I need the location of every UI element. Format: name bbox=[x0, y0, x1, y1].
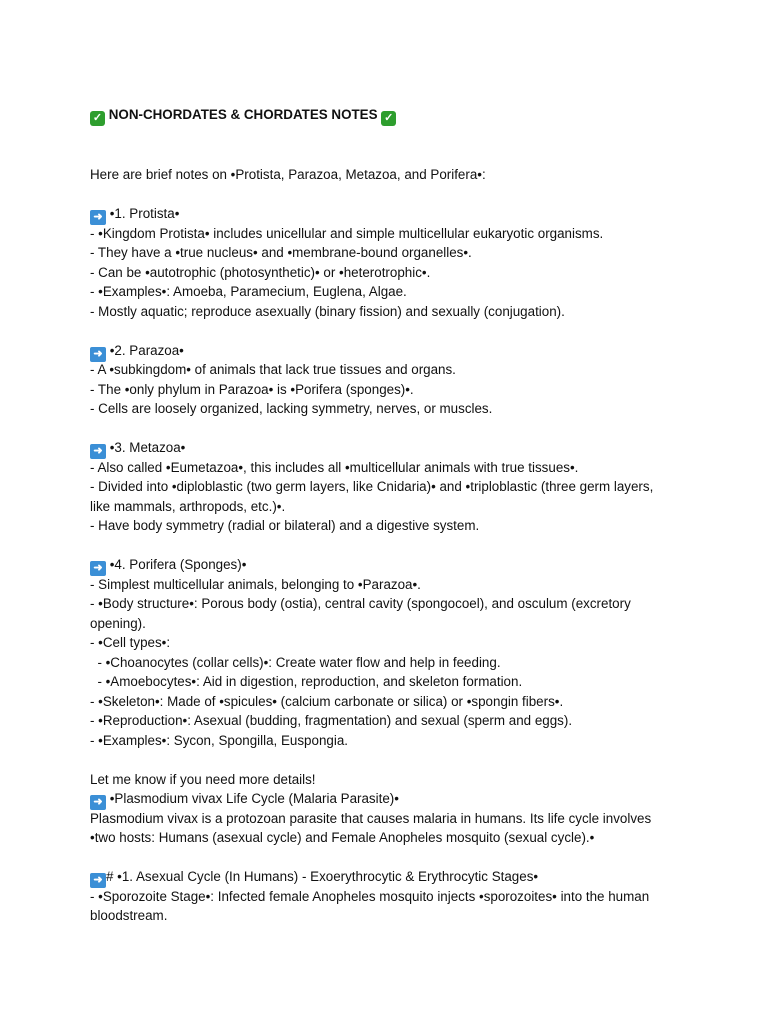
list-item: - Divided into •diploblastic (two germ layers, like Cnidaria)• and •triploblastic (three germ layers, bbox=[90, 479, 654, 494]
notes-content bbox=[90, 105, 680, 926]
list-item: bloodstream. bbox=[90, 908, 168, 923]
right-arrow-icon: ➜ bbox=[90, 795, 106, 810]
section-heading-porifera: ➜ •4. Porifera (Sponges)• bbox=[90, 555, 680, 575]
intro-text: Here are brief notes on •Protista, Parazoa, Metazoa, and Porifera•: bbox=[90, 167, 486, 182]
list-item: - •Choanocytes (collar cells)•: Create water flow and help in feeding. bbox=[90, 654, 501, 670]
list-item: - •Sporozoite Stage•: Infected female Anopheles mosquito injects •sporozoites• into the human bbox=[90, 888, 650, 904]
list-item: - •Examples•: Amoeba, Paramecium, Euglena, Algae. bbox=[90, 284, 407, 299]
closing-text: Let me know if you need more details! bbox=[90, 771, 316, 787]
list-item: - The •only phylum in Parazoa• is •Porifera (sponges)•. bbox=[90, 381, 414, 397]
list-item: - Mostly aquatic; reproduce asexually (binary fission) and sexually (conjugation). bbox=[90, 303, 565, 319]
section-heading-asexual-cycle: ➜ # •1. Asexual Cycle (In Humans) - Exoerythrocytic & Erythrocytic Stages• bbox=[90, 867, 680, 887]
list-item: - Have body symmetry (radial or bilateral) and a digestive system. bbox=[90, 518, 480, 533]
list-item: - •Amoebocytes•: Aid in digestion, reproduction, and skeleton formation. bbox=[90, 674, 523, 689]
list-item: - Also called •Eumetazoa•, this includes all •multicellular animals with true tissues•. bbox=[90, 459, 579, 475]
list-item: opening). bbox=[90, 615, 146, 631]
list-item: - •Reproduction•: Asexual (budding, fragmentation) and sexual (sperm and eggs). bbox=[90, 713, 573, 728]
right-arrow-icon: ➜ bbox=[90, 561, 106, 576]
list-item: - •Examples•: Sycon, Spongilla, Euspongia. bbox=[90, 732, 348, 748]
list-item: - •Skeleton•: Made of •spicules• (calcium carbonate or silica) or •spongin fibers•. bbox=[90, 693, 564, 709]
paragraph-line: Plasmodium vivax is a protozoan parasite that causes malaria in humans. Its life cycle involves bbox=[90, 810, 652, 826]
list-item: - A •subkingdom• of animals that lack true tissues and organs. bbox=[90, 362, 456, 377]
section-heading-parazoa: ➜ •2. Parazoa• bbox=[90, 341, 680, 361]
list-item: - •Kingdom Protista• includes unicellular and simple multicellular eukaryotic organisms. bbox=[90, 225, 604, 241]
document-title bbox=[90, 105, 680, 125]
section-heading-protista: ➜ •1. Protista• bbox=[90, 204, 680, 224]
right-arrow-icon: ➜ bbox=[90, 347, 106, 362]
list-item: like mammals, arthropods, etc.)•. bbox=[90, 498, 286, 514]
list-item: - Can be •autotrophic (photosynthetic)• or •heterotrophic•. bbox=[90, 264, 431, 280]
right-arrow-icon: ➜ bbox=[90, 444, 106, 459]
list-item: - They have a •true nucleus• and •membrane-bound organelles•. bbox=[90, 245, 472, 260]
list-item: - •Cell types•: bbox=[90, 635, 171, 650]
list-item: - Simplest multicellular animals, belonging to •Parazoa•. bbox=[90, 576, 421, 592]
list-item: - Cells are loosely organized, lacking symmetry, nerves, or muscles. bbox=[90, 401, 493, 416]
right-arrow-icon: ➜ bbox=[90, 210, 106, 225]
list-item: - •Body structure•: Porous body (ostia), central cavity (spongocoel), and osculum (excretory bbox=[90, 596, 631, 611]
check-mark-icon: ✓ bbox=[90, 111, 105, 126]
section-heading-metazoa: ➜ •3. Metazoa• bbox=[90, 438, 680, 458]
right-arrow-icon: ➜ bbox=[90, 873, 106, 888]
title-text: NON-CHORDATES & CHORDATES NOTES bbox=[108, 107, 378, 122]
paragraph-line: •two hosts: Humans (asexual cycle) and Female Anopheles mosquito (sexual cycle).• bbox=[90, 830, 595, 845]
check-mark-icon: ✓ bbox=[381, 111, 396, 126]
section-heading-plasmodium: ➜ •Plasmodium vivax Life Cycle (Malaria Parasite)• bbox=[90, 789, 680, 809]
